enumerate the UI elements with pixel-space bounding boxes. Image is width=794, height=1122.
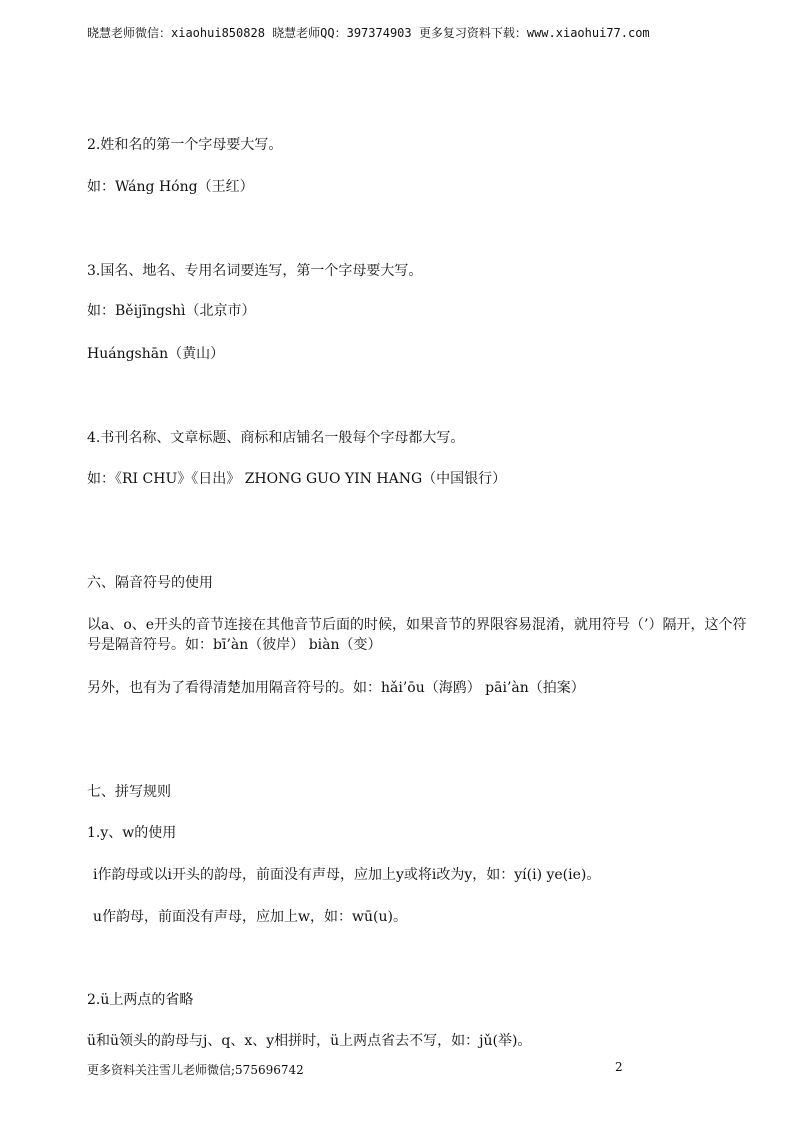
rule-4-heading: 4.书刊名称、文章标题、商标和店铺名一般每个字母都大写。 (87, 430, 465, 446)
rule-2-heading: 2.姓和名的第一个字母要大写。 (87, 137, 283, 153)
example-beijingshi: 如：Běijīngshì（北京市） (87, 303, 256, 319)
rule-umlaut-text: ü和ü领头的韵母与j、q、x、y相拼时，ü上两点省去不写，如：jǔ(举)。 (87, 1033, 532, 1049)
rule-i-usage: i作韵母或以i开头的韵母，前面没有声母，应加上y或将i改为y，如：yí(i) ye(ie)。 (93, 867, 601, 883)
rule-umlaut-heading: 2.ü上两点的省略 (87, 992, 194, 1008)
separator-extra-paragraph: 另外，也有为了看得清楚加用隔音符号的。如：hǎi’ōu（海鸥） pāi’àn（拍案） (87, 680, 585, 696)
section-7-heading: 七、拼写规则 (87, 784, 171, 800)
rule-u-usage: u作韵母，前面没有声母，应加上w，如：wū(u)。 (93, 909, 407, 925)
section-6-heading: 六、隔音符号的使用 (87, 575, 213, 591)
page-header: 晓慧老师微信：xiaohui850828 晓慧老师QQ：397374903 更多复习资料下载：www.xiaohui77.com (87, 26, 650, 40)
rule-3-heading: 3.国名、地名、专用名词要连写，第一个字母要大写。 (87, 263, 423, 279)
rule-yw-heading: 1.y、w的使用 (87, 825, 177, 841)
example-huangshan: Huángshān（黄山） (87, 346, 225, 362)
page-number: 2 (615, 1060, 623, 1074)
example-book-titles: 如：《RI CHU》《日出》 ZHONG GUO YIN HANG（中国银行） (87, 471, 507, 487)
page-footer: 更多资料关注雪儿老师微信;575696742 (87, 1063, 304, 1077)
example-wang-hong: 如：Wáng Hóng（王红） (87, 179, 254, 195)
separator-paragraph: 以a、o、e开头的音节连接在其他音节后面的时候，如果音节的界限容易混淆，就用符号（’）隔开，这个符号是隔音符号。如：bī’àn（彼岸） biàn（变） (87, 617, 747, 653)
